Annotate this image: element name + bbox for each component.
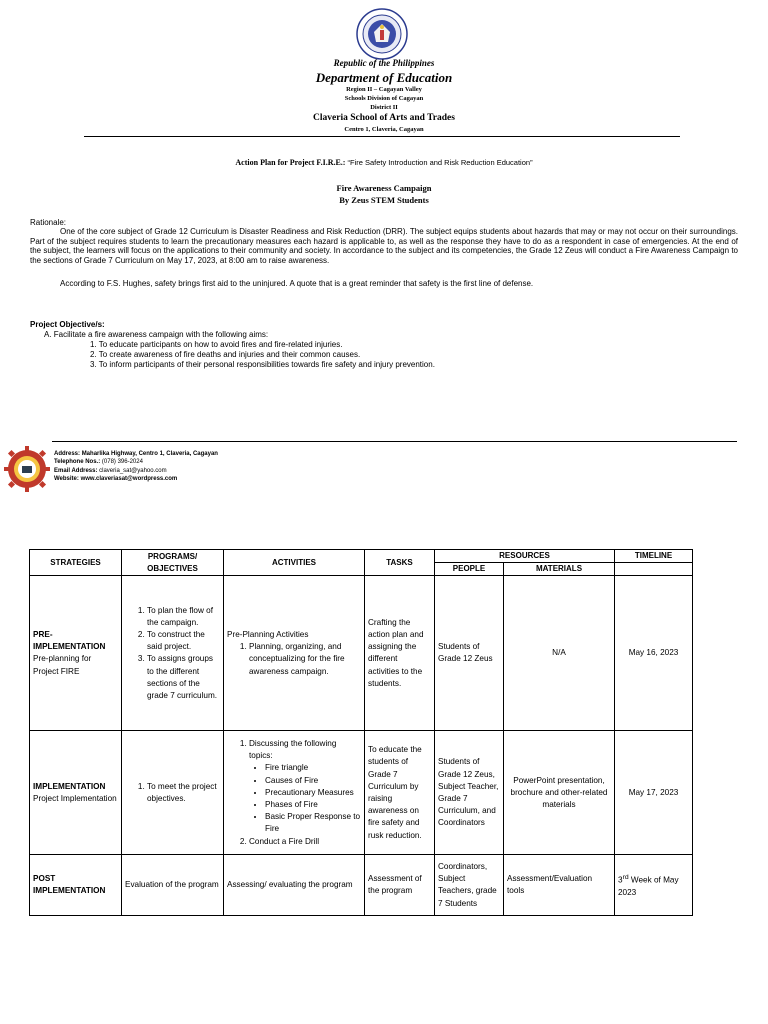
programs-list (125, 781, 220, 805)
activity-title: Pre-Planning Activities (227, 630, 309, 639)
project-name: “Fire Safety Introduction and Risk Reduction Education” (347, 158, 533, 167)
objectives-list (90, 340, 768, 370)
footer-address (54, 450, 218, 458)
timeline-cell (615, 855, 693, 916)
address-value: Maharlika Highway, Centro 1, Claveria, Cagayan (81, 451, 218, 457)
phone-label: Telephone Nos.: (54, 459, 101, 466)
campaign-name: Fire Awareness Campaign (336, 183, 432, 193)
topic-item: • Phases of Fire (265, 799, 361, 811)
school-address: Centro 1, Claveria, Cagayan (344, 126, 424, 133)
strategy-cell (30, 731, 122, 855)
strategy-cell (30, 855, 122, 916)
objective-item: 1. To educate participants on how to avoid fires and fire-related injuries. (90, 340, 343, 349)
strategy-label: POST IMPLEMENTATION (33, 874, 106, 896)
activities-list (227, 738, 361, 848)
table-row (30, 576, 693, 731)
footer-phone (54, 458, 218, 466)
table-header-row (30, 550, 693, 563)
district-line: District II (370, 104, 398, 111)
footer-contact (54, 450, 218, 484)
topic-item: • Causes of Fire (265, 775, 361, 787)
timeline-rest: Week of May 2023 (618, 875, 679, 897)
campaign-title (0, 182, 768, 206)
topic-item: • Precautionary Measures (265, 787, 361, 799)
footer-divider (52, 441, 737, 442)
action-plan-title (0, 158, 768, 167)
programs-cell: Evaluation of the program (122, 855, 224, 916)
activity-item (249, 738, 361, 836)
tasks-cell: Crafting the action plan and assigning the different activities to the students. (365, 576, 435, 731)
tasks-cell: Assessment of the program (365, 855, 435, 916)
address-label: Address: (54, 451, 81, 457)
materials-cell: Assessment/Evaluation tools (504, 855, 615, 916)
people-cell: Students of Grade 12 Zeus, Subject Teacher, Grade 7 Curriculum, and Coordinators (435, 731, 504, 855)
programs-cell (122, 576, 224, 731)
topic-item: • Fire triangle (265, 762, 361, 774)
activities-list (227, 641, 361, 678)
activities-cell (224, 731, 365, 855)
email-value[interactable]: claveria_sat@yahoo.com (99, 467, 167, 474)
program-item: 1. To meet the project objectives. (147, 781, 220, 805)
program-item: 3. To assigns groups to the different sections of the grade 7 curriculum. (147, 653, 220, 702)
header-materials: MATERIALS (504, 563, 615, 576)
timeline-cell: May 16, 2023 (615, 576, 693, 731)
people-cell: Coordinators, Subject Teachers, grade 7 Students (435, 855, 504, 916)
strategy-label: IMPLEMENTATION (33, 781, 106, 791)
programs-list (125, 605, 220, 703)
objective-item: 2. To create awareness of fire deaths and injuries and their common causes. (90, 350, 361, 359)
website-label: Website: (54, 476, 79, 483)
header-timeline-blank (615, 563, 693, 576)
tasks-cell: To educate the students of Grade 7 Curriculum by raising awareness on fire safety and rusk reduction. (365, 731, 435, 855)
email-label: Email Address: (54, 467, 98, 474)
division-line: Schools Division of Cagayan (344, 95, 424, 102)
table-row (30, 855, 693, 916)
header-resources: RESOURCES (435, 550, 615, 563)
activity-item: 1. Planning, organizing, and conceptualizing for the fire awareness campaign. (249, 641, 361, 678)
campaign-by: By Zeus STEM Students (339, 195, 429, 205)
header-programs: PROGRAMS/ OBJECTIVES (122, 550, 224, 576)
region-line: Region II – Cagayan Valley (346, 86, 422, 93)
timeline-cell: May 17, 2023 (615, 731, 693, 855)
strategy-label: PRE-IMPLEMENTATION (33, 630, 106, 652)
header-tasks: TASKS (365, 550, 435, 576)
header-activities: ACTIVITIES (224, 550, 365, 576)
program-item: 1. To plan the flow of the campaign. (147, 605, 220, 629)
timeline-sup: rd (622, 873, 629, 881)
rationale-quote: According to F.S. Hughes, safety brings first aid to the uninjured. A quote that is a great reminder that safety is the first line of defense. (60, 279, 534, 288)
strategy-text: Pre-planning for Project FIRE (33, 654, 92, 676)
school-gear-logo (4, 446, 50, 492)
title-prefix: Action Plan for Project F.I.R.E.: (235, 158, 348, 167)
materials-cell: N/A (504, 576, 615, 731)
activities-cell (224, 576, 365, 731)
activities-cell: Assessing/ evaluating the program (224, 855, 365, 916)
programs-cell (122, 731, 224, 855)
footer-email (54, 467, 218, 475)
table-row (30, 731, 693, 855)
republic-line: Republic of the Philippines (333, 58, 435, 68)
topic-item: • Basic Proper Response to Fire (265, 811, 361, 835)
people-cell: Students of Grade 12 Zeus (435, 576, 504, 731)
timeline-num: 3 (618, 875, 623, 885)
activity-item-text: Discussing the following topics: (249, 738, 337, 761)
deped-seal-logo (356, 8, 408, 60)
rationale-paragraph: One of the core subject of Grade 12 Curriculum is Disaster Readiness and Risk Reduction (DRR). The subject equips students about hazards that may or may not occur on their surroundings. Part of the subject requires students to learn the precautionary measures each hazard is applicable to, as well as the response they have to do as a respondent in case of emergencies. At the end of the subject, the learners will focus on the applications to their community and society. In accordance to the subject and its competencies, the Grade 12 Zeus will conduct a Fire Awareness Campaign to the sections of Grade 7 Curriculum on May 17, 2023, at 8:00 am to raise awareness. (30, 227, 738, 265)
phone-value: (078) 396-2024 (101, 459, 143, 466)
header-strategies: STRATEGIES (30, 550, 122, 576)
objectives-heading: Project Objective/s: (30, 320, 105, 329)
school-name: Claveria School of Arts and Trades (313, 113, 455, 123)
header-timeline: TIMELINE (615, 550, 693, 563)
header-people: PEOPLE (435, 563, 504, 576)
activity-item: 2. Conduct a Fire Drill (249, 836, 361, 848)
department-name: Department of Education (315, 70, 453, 85)
objective-a: A. Facilitate a fire awareness campaign with the following aims: (44, 330, 269, 339)
program-item: 2. To construct the said project. (147, 629, 220, 653)
action-plan-table (29, 549, 693, 916)
website-value[interactable]: www.claveriasat@wordpress.com (80, 476, 178, 483)
header-divider (84, 136, 680, 137)
topics-list (249, 762, 361, 835)
footer-website (54, 475, 218, 483)
rationale-heading: Rationale: (30, 218, 67, 227)
strategy-cell (30, 576, 122, 731)
strategy-text: Project Implementation (33, 793, 117, 803)
materials-cell: PowerPoint presentation, brochure and other-related materials (504, 731, 615, 855)
objective-item: 3. To inform participants of their personal responsibilities towards fire safety and injury prevention. (90, 360, 435, 369)
